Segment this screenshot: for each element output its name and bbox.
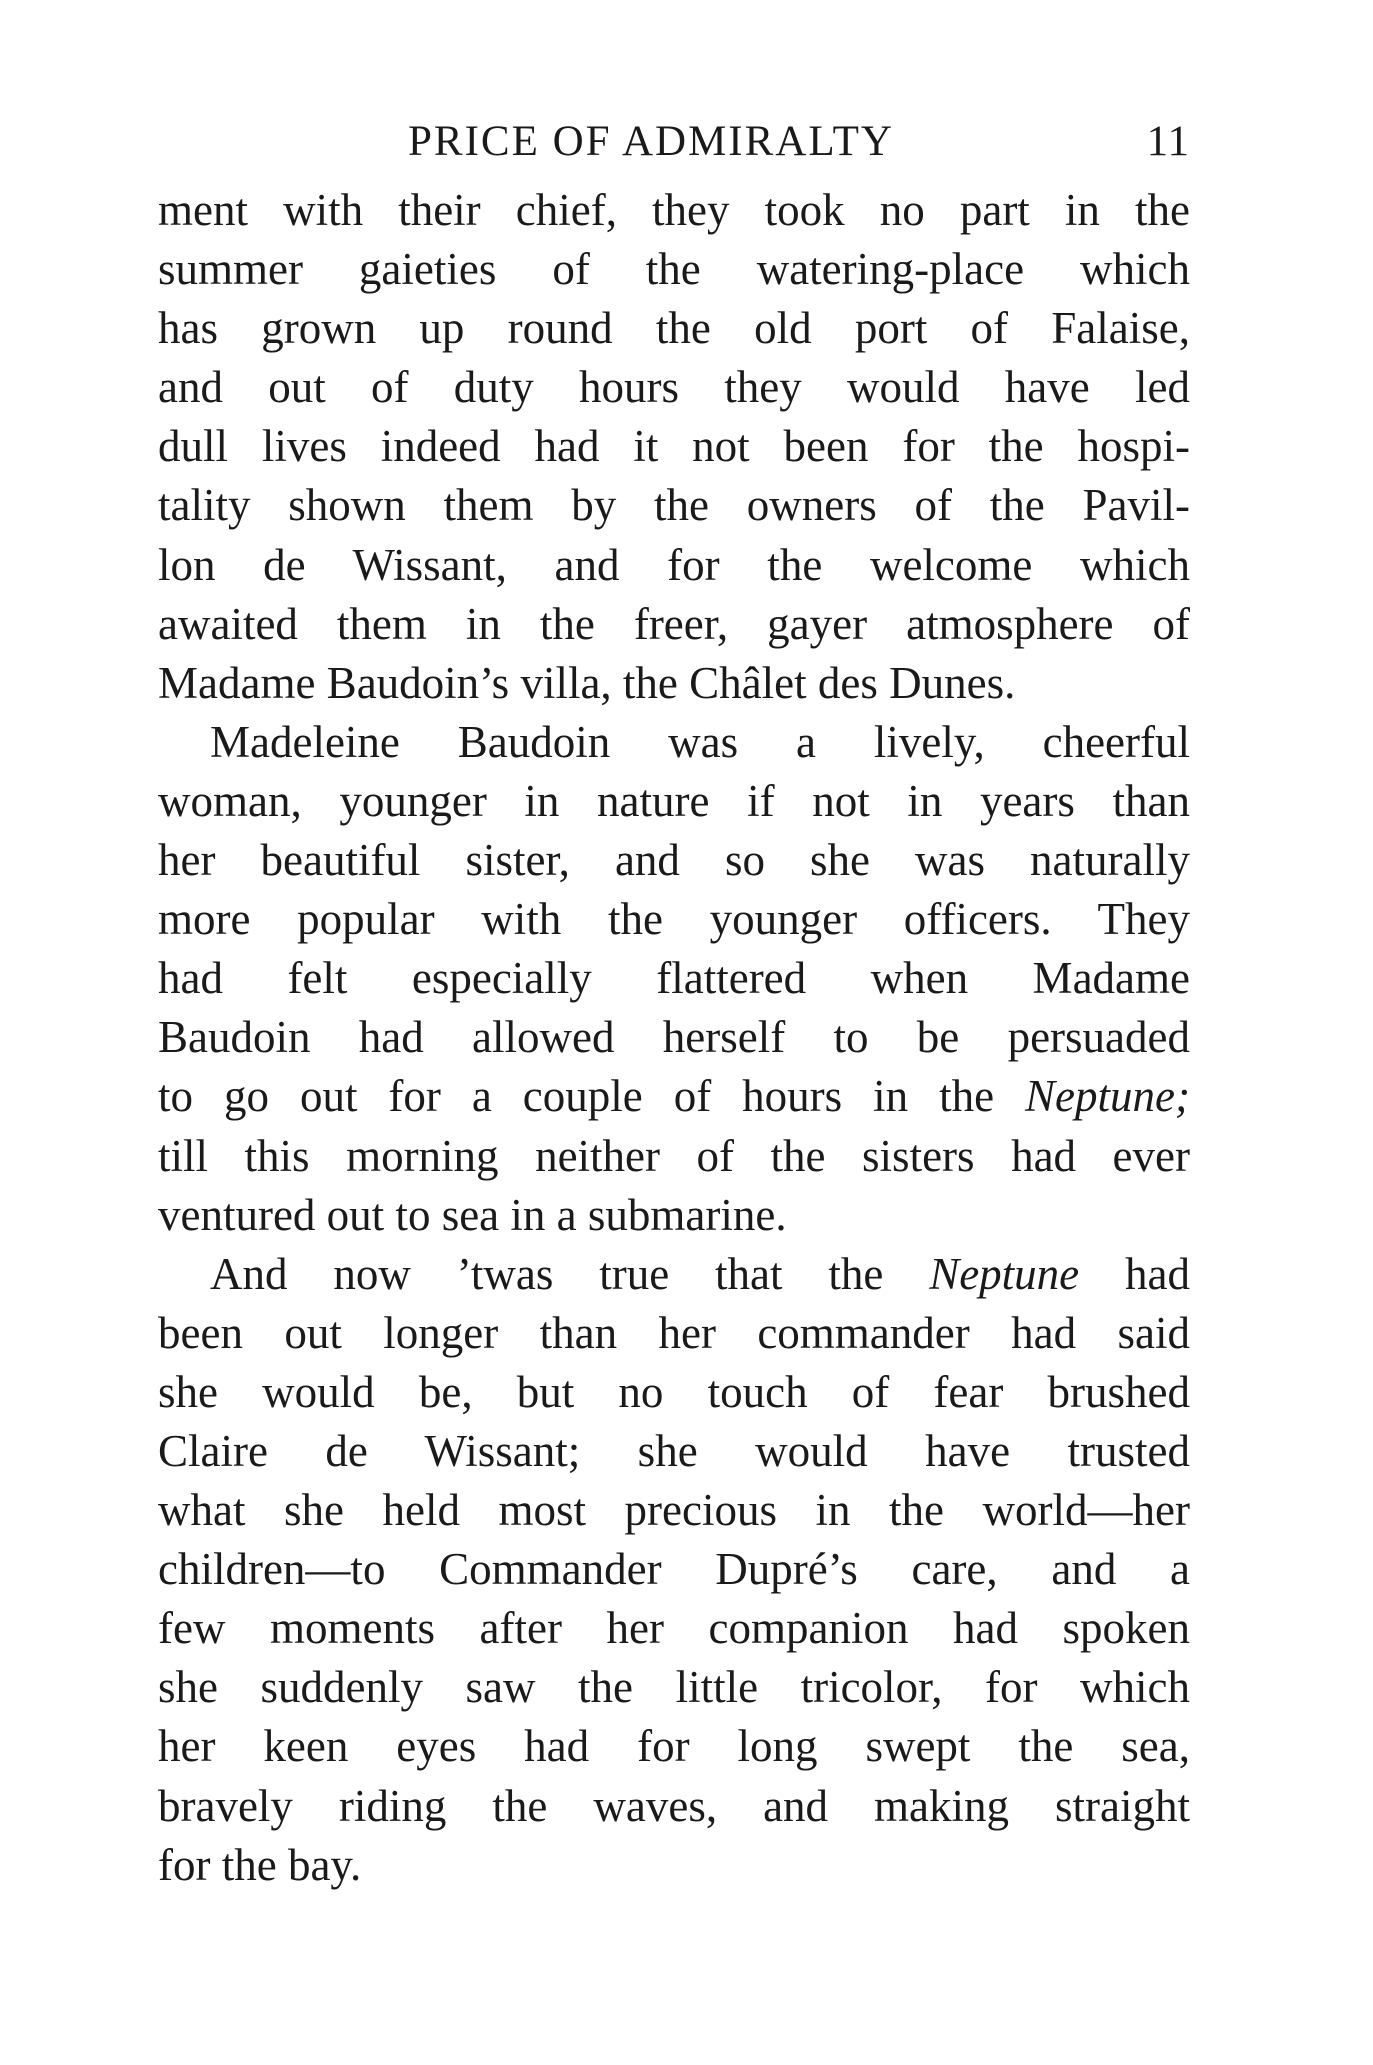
text-line: for the bay.: [158, 1839, 362, 1890]
page-header: [158, 112, 1190, 172]
italic-ship-name: Neptune: [929, 1248, 1080, 1299]
text-line: dull lives indeed had it not been for the hospi-: [158, 421, 1190, 472]
text-run: to go out for a couple of hours in the: [158, 1071, 1026, 1122]
text-line: had felt especially flattered when Madame: [158, 953, 1190, 1004]
text-line: has grown up round the old port of Falaise,: [158, 303, 1190, 354]
text-line: been out longer than her commander had said: [158, 1307, 1190, 1358]
text-line: Claire de Wissant; she would have trusted: [158, 1425, 1190, 1476]
body-text: [158, 181, 1190, 1895]
text-line: awaited them in the freer, gayer atmosphere of: [158, 598, 1190, 649]
text-line: Madame Baudoin’s villa, the Châlet des Dunes.: [158, 657, 1016, 708]
page-number: 11: [1146, 118, 1190, 165]
text-line: Madeleine Baudoin was a lively, cheerful: [210, 716, 1190, 767]
italic-ship-name: Neptune;: [1025, 1071, 1190, 1122]
running-head: PRICE OF ADMIRALTY: [408, 118, 894, 165]
text-line: ventured out to sea in a submarine.: [158, 1189, 787, 1240]
text-line: summer gaieties of the watering-place which: [158, 244, 1190, 295]
text-line: [158, 1245, 1190, 1304]
text-line: ment with their chief, they took no part in the: [158, 185, 1190, 235]
text-line: her beautiful sister, and so she was naturally: [158, 835, 1190, 886]
text-line: what she held most precious in the world—her: [158, 1485, 1190, 1536]
text-line: she would be, but no touch of fear brushed: [158, 1366, 1190, 1417]
text-run: had: [1079, 1248, 1190, 1299]
text-line: children—to Commander Dupré’s care, and a: [158, 1544, 1190, 1595]
text-line: she suddenly saw the little tricolor, for which: [158, 1662, 1190, 1713]
text-line: tality shown them by the owners of the Pavil-: [158, 480, 1190, 531]
text-line: more popular with the younger officers. They: [158, 894, 1190, 945]
text-line: till this morning neither of the sisters had ever: [158, 1130, 1190, 1181]
text-line: bravely riding the waves, and making straight: [158, 1780, 1190, 1831]
text-line: woman, younger in nature if not in years than: [158, 775, 1190, 826]
text-line: Baudoin had allowed herself to be persuaded: [158, 1012, 1190, 1063]
text-line: her keen eyes had for long swept the sea,: [158, 1721, 1190, 1772]
text-line: [158, 1067, 1190, 1126]
text-line: and out of duty hours they would have led: [158, 362, 1190, 413]
text-line: few moments after her companion had spoken: [158, 1603, 1190, 1654]
text-line: lon de Wissant, and for the welcome which: [158, 539, 1190, 590]
text-run: And now ’twas true that the: [210, 1248, 930, 1299]
